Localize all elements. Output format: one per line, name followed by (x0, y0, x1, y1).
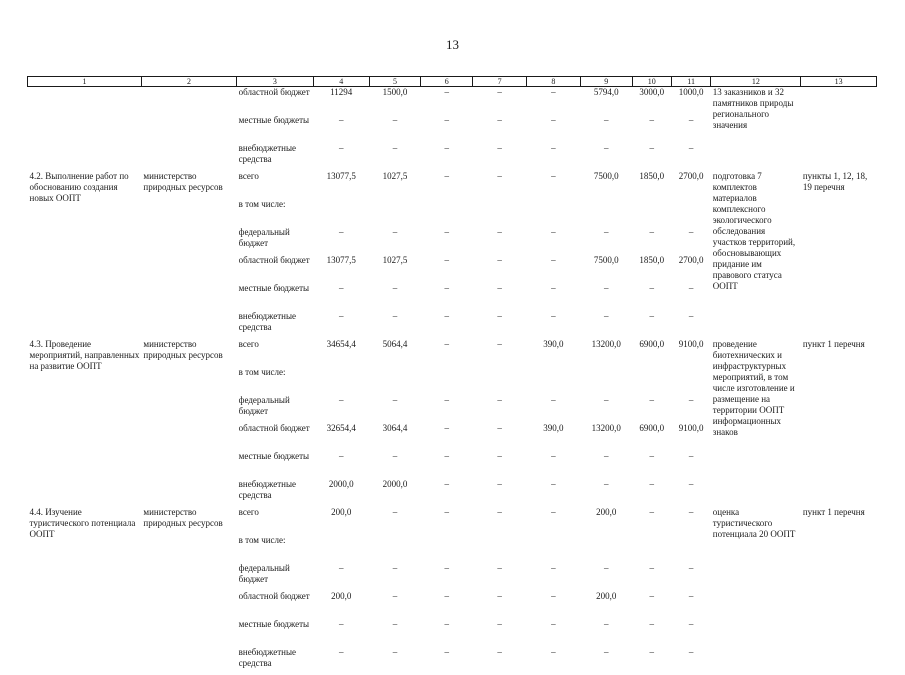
funding-source: в том числе: (237, 535, 314, 563)
amount-cell: – (632, 591, 671, 619)
amount-cell: – (527, 395, 581, 423)
amount-cell: 1850,0 (632, 255, 671, 283)
amount-cell: – (527, 647, 581, 675)
amount-cell: – (632, 143, 671, 171)
amount-cell: – (473, 311, 527, 339)
amount-cell: – (527, 255, 581, 283)
amount-cell: 7500,0 (580, 255, 632, 283)
amount-cell: 390,0 (527, 423, 581, 451)
funding-source: областной бюджет (237, 591, 314, 619)
amount-cell: – (313, 115, 369, 143)
amount-cell: – (473, 283, 527, 311)
activity-name: 4.2. Выполнение работ по обоснованию создания новых ООПТ (28, 171, 142, 339)
amount-cell: – (632, 115, 671, 143)
amount-cell: – (369, 283, 421, 311)
amount-cell: 13077,5 (313, 171, 369, 199)
table-body (28, 77, 877, 675)
amount-cell (473, 199, 527, 227)
amount-cell: – (671, 227, 710, 255)
header-cell-4: 4 (313, 77, 369, 87)
header-cell-1: 1 (28, 77, 142, 87)
amount-cell: – (671, 507, 710, 535)
amount-cell (671, 367, 710, 395)
amount-cell: – (632, 227, 671, 255)
amount-cell: – (527, 479, 581, 507)
amount-cell: – (421, 619, 473, 647)
amount-cell: – (671, 115, 710, 143)
amount-cell: 13200,0 (580, 339, 632, 367)
page-number: 13 (0, 37, 905, 53)
amount-cell: – (580, 479, 632, 507)
funding-source: местные бюджеты (237, 451, 314, 479)
header-row (28, 77, 877, 87)
amount-cell: – (473, 395, 527, 423)
amount-cell: – (421, 423, 473, 451)
amount-cell: – (369, 619, 421, 647)
amount-cell: – (313, 647, 369, 675)
amount-cell: – (473, 591, 527, 619)
amount-cell: 13200,0 (580, 423, 632, 451)
amount-cell: 1500,0 (369, 87, 421, 116)
amount-cell: – (313, 227, 369, 255)
funding-source: федеральный бюджет (237, 395, 314, 423)
amount-cell: 2000,0 (313, 479, 369, 507)
amount-cell: 2000,0 (369, 479, 421, 507)
amount-cell (580, 535, 632, 563)
funding-source: местные бюджеты (237, 115, 314, 143)
amount-cell: – (473, 563, 527, 591)
amount-cell: – (473, 227, 527, 255)
amount-cell: – (473, 255, 527, 283)
funding-source: областной бюджет (237, 423, 314, 451)
list-points (801, 87, 877, 172)
expected-result: оценка туристического потенциала 20 ООПТ (711, 507, 801, 675)
amount-cell: – (421, 395, 473, 423)
amount-cell: 200,0 (580, 507, 632, 535)
amount-cell: – (632, 283, 671, 311)
amount-cell: – (369, 115, 421, 143)
amount-cell: 1027,5 (369, 255, 421, 283)
amount-cell: – (527, 171, 581, 199)
amount-cell: – (421, 311, 473, 339)
amount-cell: 1850,0 (632, 171, 671, 199)
amount-cell: – (527, 227, 581, 255)
amount-cell: 6900,0 (632, 423, 671, 451)
amount-cell: – (421, 227, 473, 255)
amount-cell (421, 199, 473, 227)
amount-cell: – (527, 619, 581, 647)
amount-cell: – (632, 479, 671, 507)
responsible-agency: министерство природных ресурсов (141, 171, 236, 339)
amount-cell (632, 199, 671, 227)
amount-cell: 6900,0 (632, 339, 671, 367)
amount-cell: – (527, 143, 581, 171)
amount-cell: – (671, 311, 710, 339)
amount-cell: – (369, 451, 421, 479)
amount-cell: – (671, 451, 710, 479)
expected-result: проведение биотехнических и инфраструктурных мероприятий, в том числе изготовление и размещение на территории ООПТ информационных знаков (711, 339, 801, 507)
header-cell-5: 5 (369, 77, 421, 87)
amount-cell: 5794,0 (580, 87, 632, 116)
expected-result: 13 заказников и 32 памятников природы регионального значения (711, 87, 801, 172)
list-points: пункты 1, 12, 18, 19 перечня (801, 171, 877, 339)
funding-source: местные бюджеты (237, 619, 314, 647)
header-cell-12: 12 (711, 77, 801, 87)
amount-cell (369, 367, 421, 395)
amount-cell: 200,0 (313, 507, 369, 535)
amount-cell (369, 535, 421, 563)
amount-cell: – (580, 227, 632, 255)
amount-cell: 2700,0 (671, 255, 710, 283)
amount-cell: – (671, 395, 710, 423)
amount-cell: – (527, 591, 581, 619)
amount-cell: – (671, 563, 710, 591)
amount-cell: – (313, 311, 369, 339)
amount-cell: 13077,5 (313, 255, 369, 283)
amount-cell: – (632, 563, 671, 591)
amount-cell (369, 199, 421, 227)
amount-cell: 1027,5 (369, 171, 421, 199)
amount-cell: – (580, 395, 632, 423)
amount-cell: – (580, 115, 632, 143)
amount-cell: – (473, 423, 527, 451)
amount-cell: 1000,0 (671, 87, 710, 116)
amount-cell: 2700,0 (671, 171, 710, 199)
amount-cell: – (580, 311, 632, 339)
amount-cell: – (580, 283, 632, 311)
amount-cell: – (421, 87, 473, 116)
amount-cell: – (369, 395, 421, 423)
funding-source: всего (237, 171, 314, 199)
amount-cell: – (473, 451, 527, 479)
header-cell-8: 8 (527, 77, 581, 87)
amount-cell (671, 199, 710, 227)
amount-cell: – (421, 451, 473, 479)
amount-cell: – (580, 563, 632, 591)
amount-cell (580, 367, 632, 395)
header-cell-7: 7 (473, 77, 527, 87)
amount-cell: – (671, 647, 710, 675)
amount-cell: – (527, 115, 581, 143)
funding-source: внебюджетные средства (237, 647, 314, 675)
funding-source: областной бюджет (237, 87, 314, 116)
amount-cell (473, 367, 527, 395)
amount-cell: 200,0 (313, 591, 369, 619)
program-table (27, 76, 877, 675)
amount-cell (527, 535, 581, 563)
amount-cell: – (473, 87, 527, 116)
amount-cell: – (421, 507, 473, 535)
amount-cell: – (369, 227, 421, 255)
funding-source: всего (237, 339, 314, 367)
amount-cell: – (527, 563, 581, 591)
responsible-agency: министерство природных ресурсов (141, 507, 236, 675)
amount-cell (313, 367, 369, 395)
amount-cell: – (421, 143, 473, 171)
amount-cell (473, 535, 527, 563)
amount-cell: – (369, 647, 421, 675)
amount-cell: – (421, 339, 473, 367)
amount-cell: 5064,4 (369, 339, 421, 367)
amount-cell: – (580, 143, 632, 171)
funding-source: в том числе: (237, 367, 314, 395)
amount-cell: – (421, 255, 473, 283)
funding-source: федеральный бюджет (237, 563, 314, 591)
amount-cell: – (313, 619, 369, 647)
funding-source: внебюджетные средства (237, 311, 314, 339)
amount-cell: – (473, 143, 527, 171)
amount-cell: – (421, 563, 473, 591)
amount-cell (527, 367, 581, 395)
amount-cell: – (421, 171, 473, 199)
amount-cell: – (671, 143, 710, 171)
table-row (28, 171, 877, 199)
amount-cell: – (671, 479, 710, 507)
header-cell-13: 13 (801, 77, 877, 87)
amount-cell: 3000,0 (632, 87, 671, 116)
list-points: пункт 1 перечня (801, 339, 877, 507)
table-row (28, 507, 877, 535)
amount-cell: – (313, 563, 369, 591)
amount-cell: – (313, 143, 369, 171)
amount-cell: 7500,0 (580, 171, 632, 199)
amount-cell: – (421, 115, 473, 143)
amount-cell: – (527, 283, 581, 311)
amount-cell: – (473, 647, 527, 675)
header-cell-6: 6 (421, 77, 473, 87)
header-cell-2: 2 (141, 77, 236, 87)
amount-cell (671, 535, 710, 563)
amount-cell: – (369, 591, 421, 619)
amount-cell: – (671, 591, 710, 619)
amount-cell: – (473, 479, 527, 507)
amount-cell: – (632, 647, 671, 675)
amount-cell (632, 367, 671, 395)
funding-source: внебюджетные средства (237, 143, 314, 171)
amount-cell: – (369, 143, 421, 171)
amount-cell: 3064,4 (369, 423, 421, 451)
amount-cell: – (473, 171, 527, 199)
amount-cell: – (473, 619, 527, 647)
amount-cell: – (632, 619, 671, 647)
activity-name (28, 87, 142, 172)
amount-cell: 390,0 (527, 339, 581, 367)
funding-source: областной бюджет (237, 255, 314, 283)
expected-result: подготовка 7 комплектов материалов комплексного экологического обследования участков территорий, обосновывающих придание им правового статуса ООПТ (711, 171, 801, 339)
activity-name: 4.3. Проведение мероприятий, направленных на развитие ООПТ (28, 339, 142, 507)
amount-cell: – (527, 451, 581, 479)
amount-cell: 9100,0 (671, 423, 710, 451)
amount-cell: – (473, 115, 527, 143)
amount-cell: 200,0 (580, 591, 632, 619)
header-cell-3: 3 (237, 77, 314, 87)
table-row (28, 339, 877, 367)
amount-cell: – (632, 507, 671, 535)
amount-cell (580, 199, 632, 227)
amount-cell: – (313, 395, 369, 423)
header-cell-11: 11 (671, 77, 710, 87)
table-row (28, 87, 877, 116)
amount-cell (421, 535, 473, 563)
list-points: пункт 1 перечня (801, 507, 877, 675)
amount-cell: – (580, 647, 632, 675)
amount-cell: – (580, 451, 632, 479)
responsible-agency: министерство природных ресурсов (141, 339, 236, 507)
amount-cell: – (580, 619, 632, 647)
header-cell-10: 10 (632, 77, 671, 87)
amount-cell (313, 535, 369, 563)
funding-source: в том числе: (237, 199, 314, 227)
funding-source: внебюджетные средства (237, 479, 314, 507)
amount-cell: – (313, 283, 369, 311)
amount-cell: – (473, 339, 527, 367)
amount-cell (527, 199, 581, 227)
amount-cell: – (369, 507, 421, 535)
amount-cell (421, 367, 473, 395)
amount-cell: 9100,0 (671, 339, 710, 367)
header-cell-9: 9 (580, 77, 632, 87)
amount-cell (632, 535, 671, 563)
amount-cell: – (369, 563, 421, 591)
amount-cell: – (421, 591, 473, 619)
amount-cell: – (671, 283, 710, 311)
funding-source: федеральный бюджет (237, 227, 314, 255)
amount-cell: – (421, 479, 473, 507)
amount-cell: – (527, 311, 581, 339)
amount-cell: – (527, 507, 581, 535)
amount-cell: – (313, 451, 369, 479)
amount-cell: – (421, 647, 473, 675)
amount-cell: – (369, 311, 421, 339)
responsible-agency (141, 87, 236, 172)
amount-cell: 32654,4 (313, 423, 369, 451)
amount-cell: 34654,4 (313, 339, 369, 367)
amount-cell (313, 199, 369, 227)
amount-cell: 11294 (313, 87, 369, 116)
funding-source: местные бюджеты (237, 283, 314, 311)
amount-cell: – (632, 311, 671, 339)
amount-cell: – (421, 283, 473, 311)
activity-name: 4.4. Изучение туристического потенциала ООПТ (28, 507, 142, 675)
amount-cell: – (632, 395, 671, 423)
amount-cell: – (671, 619, 710, 647)
amount-cell: – (632, 451, 671, 479)
amount-cell: – (527, 87, 581, 116)
amount-cell: – (473, 507, 527, 535)
funding-source: всего (237, 507, 314, 535)
